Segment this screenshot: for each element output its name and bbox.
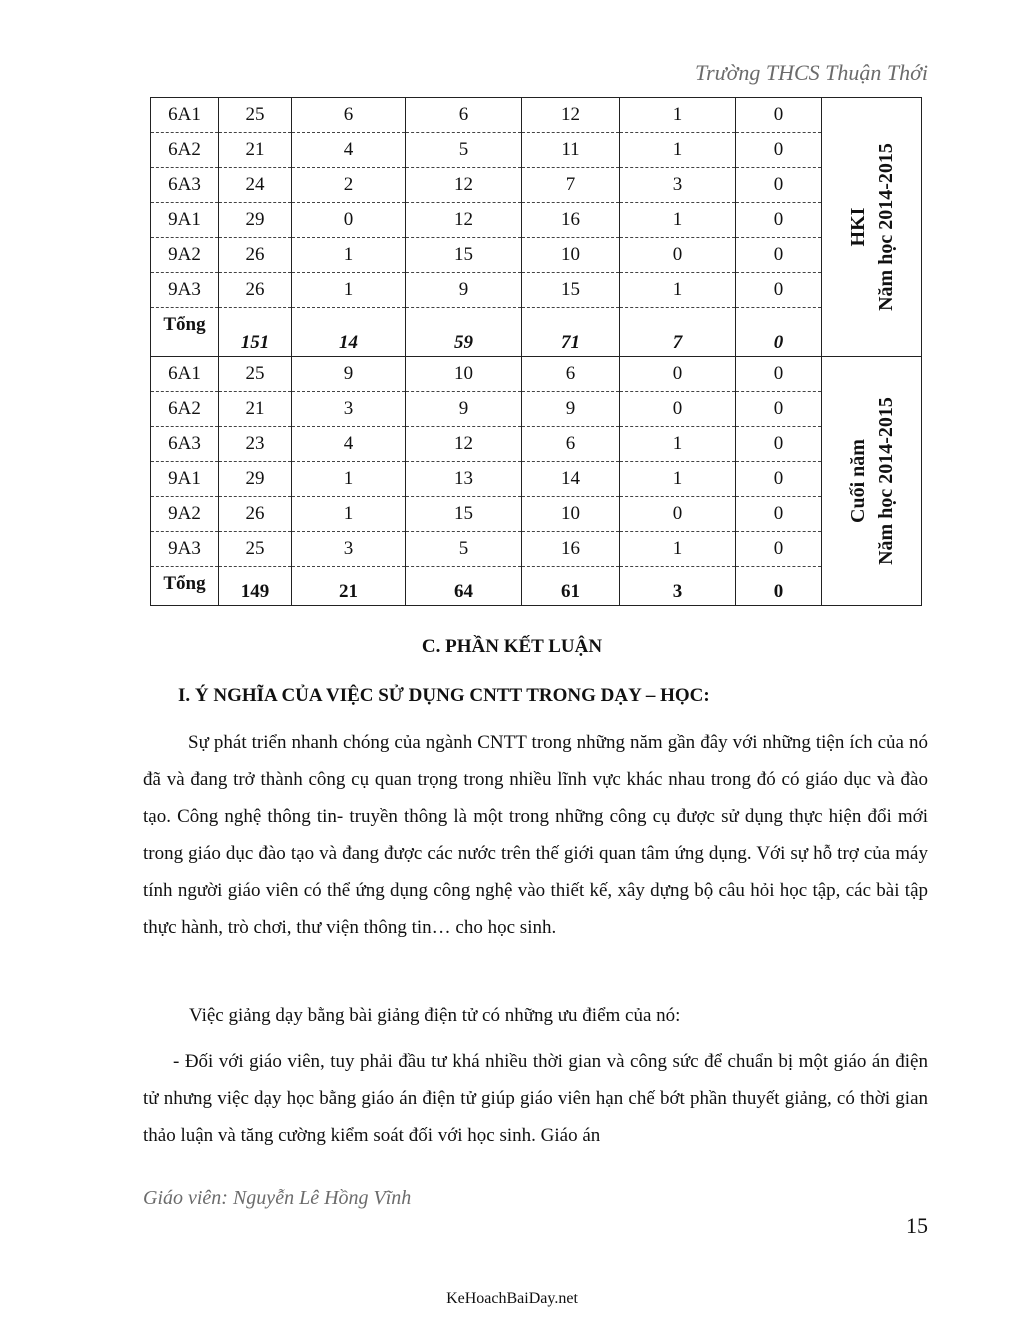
period-year: Năm học 2014-2015 <box>874 397 897 565</box>
statistics-table <box>150 97 922 606</box>
table-cell: 1 <box>620 98 736 133</box>
table-row <box>151 427 922 462</box>
table-cell: 0 <box>736 273 822 308</box>
table-cell: 11 <box>522 133 620 168</box>
table-cell: 6 <box>292 98 406 133</box>
table-cell: 64 <box>406 567 522 606</box>
table-cell: 1 <box>620 532 736 567</box>
period-term: HKI <box>846 207 869 247</box>
table-row <box>151 497 922 532</box>
table-cell: 3 <box>292 532 406 567</box>
table-cell: 16 <box>522 532 620 567</box>
table-cell: 0 <box>736 532 822 567</box>
table-cell: 5 <box>406 133 522 168</box>
footer-teacher: Giáo viên: Nguyễn Lê Hồng Vĩnh <box>143 1187 412 1209</box>
table-cell: 25 <box>219 98 292 133</box>
table-cell: 3 <box>620 168 736 203</box>
table-cell: 1 <box>292 462 406 497</box>
table-row <box>151 462 922 497</box>
section-title: C. PHẦN KẾT LUẬN <box>421 636 603 657</box>
table-cell: 6 <box>406 98 522 133</box>
table-row <box>151 357 922 392</box>
period-label-cell <box>822 98 922 357</box>
table-cell: 1 <box>292 238 406 273</box>
table-cell: 26 <box>219 238 292 273</box>
table-cell: 9 <box>522 392 620 427</box>
table-cell: 3 <box>620 567 736 606</box>
paragraph-3: - Đối với giáo viên, tuy phải đầu tư khá nhiều thời gian và công sức để chuẩn bị một giáo án điện tử nhưng việc dạy học bằng giáo án điện tử giúp giáo viên hạn chế bớt phần thuyết giảng, có thời gian thảo luận và tăng cường kiểm soát đối với học sinh. Giáo án <box>143 1051 928 1146</box>
class-cell: 9A3 <box>151 273 219 308</box>
table-cell: 0 <box>620 238 736 273</box>
table-cell: 0 <box>736 392 822 427</box>
sub-title: I. Ý NGHĨA CỦA VIỆC SỬ DỤNG CNTT TRONG DẠY – HỌC: <box>178 685 710 706</box>
total-label-cell: Tổng <box>151 567 219 606</box>
period-label-cell <box>822 357 922 606</box>
table-cell: 12 <box>406 427 522 462</box>
table-cell: 15 <box>406 238 522 273</box>
table-total-row <box>151 308 922 357</box>
table-cell: 9 <box>292 357 406 392</box>
table-cell: 0 <box>736 427 822 462</box>
table-total-row <box>151 567 922 606</box>
table-row <box>151 98 922 133</box>
table-cell: 4 <box>292 427 406 462</box>
period-label <box>844 143 900 311</box>
table-cell: 21 <box>219 392 292 427</box>
table-cell: 7 <box>522 168 620 203</box>
table-cell: 71 <box>522 308 620 357</box>
table-cell: 12 <box>522 98 620 133</box>
table-cell: 0 <box>736 497 822 532</box>
table-cell: 0 <box>620 497 736 532</box>
table-cell: 1 <box>292 273 406 308</box>
table-cell: 0 <box>736 98 822 133</box>
table-cell: 29 <box>219 203 292 238</box>
table-cell: 0 <box>736 203 822 238</box>
table-cell: 25 <box>219 532 292 567</box>
period-term: Cuối năm <box>846 439 869 523</box>
class-cell: 6A2 <box>151 133 219 168</box>
table-cell: 0 <box>736 168 822 203</box>
table-cell: 0 <box>736 357 822 392</box>
table-cell: 6 <box>522 357 620 392</box>
footer-site: KeHoachBaiDay.net <box>446 1290 578 1307</box>
table-cell: 3 <box>292 392 406 427</box>
table-cell: 12 <box>406 203 522 238</box>
table-row <box>151 532 922 567</box>
table-cell: 1 <box>620 203 736 238</box>
class-cell: 6A3 <box>151 168 219 203</box>
table-row <box>151 133 922 168</box>
table-row <box>151 238 922 273</box>
class-cell: 9A2 <box>151 238 219 273</box>
class-cell: 6A2 <box>151 392 219 427</box>
table-cell: 26 <box>219 273 292 308</box>
table-cell: 0 <box>736 462 822 497</box>
table-cell: 149 <box>219 567 292 606</box>
table-cell: 16 <box>522 203 620 238</box>
table-cell: 1 <box>292 497 406 532</box>
table-cell: 10 <box>522 497 620 532</box>
class-cell: 6A3 <box>151 427 219 462</box>
table-cell: 0 <box>736 238 822 273</box>
table-cell: 4 <box>292 133 406 168</box>
table-row <box>151 273 922 308</box>
table-cell: 21 <box>292 567 406 606</box>
table-cell: 0 <box>620 357 736 392</box>
table-cell: 0 <box>292 203 406 238</box>
table-cell: 1 <box>620 133 736 168</box>
table-cell: 9 <box>406 392 522 427</box>
table-cell: 0 <box>736 308 822 357</box>
table-row <box>151 203 922 238</box>
page-number: 15 <box>906 1213 928 1238</box>
table-cell: 23 <box>219 427 292 462</box>
header-school: Trường THCS Thuận Thới <box>695 60 928 85</box>
table-cell: 7 <box>620 308 736 357</box>
class-cell: 9A3 <box>151 532 219 567</box>
table-cell: 12 <box>406 168 522 203</box>
table-cell: 14 <box>522 462 620 497</box>
paragraph-1: Sự phát triển nhanh chóng của ngành CNTT trong những năm gần đây với những tiện ích của nó đã và đang trở thành công cụ quan trọng trong nhiều lĩnh vực khác nhau trong đó có giáo dục và đào tạo. Công nghệ thông tin- truyền thông là một trong những công cụ được sử dụng thực hiện đổi mới trong giáo dục đào tạo và đang được các nước trên thế giới quan tâm ứng dụng. Với sự hỗ trợ của máy tính người giáo viên có thể ứng dụng công nghệ vào thiết kế, xây dựng bộ câu hỏi học tập, các bài tập thực hành, trò chơi, thư viện thông tin… cho học sinh. <box>143 732 928 938</box>
table-cell: 0 <box>736 567 822 606</box>
table-cell: 2 <box>292 168 406 203</box>
class-cell: 9A1 <box>151 462 219 497</box>
table-cell: 5 <box>406 532 522 567</box>
table-cell: 24 <box>219 168 292 203</box>
table-cell: 151 <box>219 308 292 357</box>
class-cell: 9A2 <box>151 497 219 532</box>
class-cell: 6A1 <box>151 98 219 133</box>
table-cell: 9 <box>406 273 522 308</box>
table-cell: 21 <box>219 133 292 168</box>
table-cell: 14 <box>292 308 406 357</box>
table-cell: 26 <box>219 497 292 532</box>
table-cell: 29 <box>219 462 292 497</box>
table-cell: 15 <box>406 497 522 532</box>
table-cell: 59 <box>406 308 522 357</box>
period-year: Năm học 2014-2015 <box>874 143 897 311</box>
class-cell: 9A1 <box>151 203 219 238</box>
table-cell: 13 <box>406 462 522 497</box>
table-cell: 6 <box>522 427 620 462</box>
paragraph-2: Việc giảng dạy bằng bài giảng điện tử có những ưu điểm của nó: <box>189 1005 681 1026</box>
table-cell: 0 <box>620 392 736 427</box>
table-cell: 1 <box>620 427 736 462</box>
period-label <box>844 397 900 565</box>
table-cell: 1 <box>620 273 736 308</box>
table-cell: 10 <box>522 238 620 273</box>
table-cell: 25 <box>219 357 292 392</box>
class-cell: 6A1 <box>151 357 219 392</box>
table-cell: 10 <box>406 357 522 392</box>
table-cell: 15 <box>522 273 620 308</box>
total-label-cell: Tổng <box>151 308 219 357</box>
table-cell: 0 <box>736 133 822 168</box>
table-row <box>151 392 922 427</box>
table-row <box>151 168 922 203</box>
table-cell: 61 <box>522 567 620 606</box>
table-cell: 1 <box>620 462 736 497</box>
